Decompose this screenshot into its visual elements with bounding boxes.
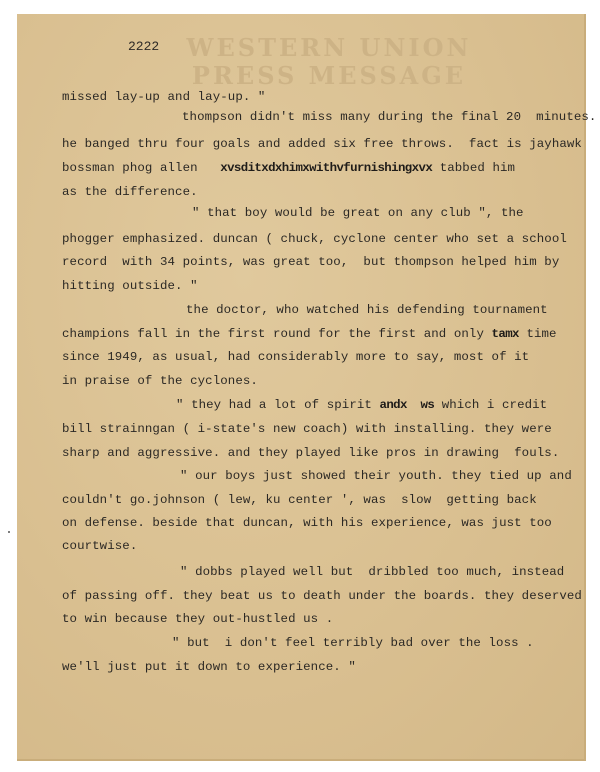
text-line-15: bill strainngan ( i-state's new coach) with installing. they were [62, 422, 552, 436]
text-fragment: bossman phog allen [62, 161, 198, 175]
watermark-line-1: WESTERN UNION [186, 33, 472, 62]
text-line-17: " our boys just showed their youth. they tied up and [180, 469, 572, 483]
text-line-24: " but i don't feel terribly bad over the loss . [172, 636, 534, 650]
text-line-23: to win because they out-hustled us . [62, 612, 334, 626]
text-line-8: record with 34 points, was great too, but thompson helped him by [62, 255, 560, 269]
page-number: 2222 [128, 39, 160, 54]
text-line-6: " that boy would be great on any club ", the [192, 206, 524, 220]
text-line-21: " dobbs played well but dribbled too much, instead [180, 565, 565, 579]
text-line-11 [62, 327, 557, 341]
text-line-19: on defense. beside that duncan, with his experience, was just too [62, 516, 552, 530]
watermark-line-2: PRESS MESSAGE [191, 61, 467, 90]
text-fragment: tabbed him [439, 161, 516, 175]
text-line-3: he banged thru four goals and added six free throws. fact is jayhawk [62, 137, 582, 151]
text-line-25: we'll just put it down to experience. " [62, 660, 356, 674]
text-line-14 [176, 398, 547, 412]
text-line-20: courtwise. [62, 539, 138, 553]
text-line-5: as the difference. [62, 185, 198, 199]
text-line-10: the doctor, who watched his defending tournament [186, 303, 548, 317]
text-line-9: hitting outside. " [62, 279, 198, 293]
struck-out-text: xvsditxdxhimxwithvfurnishingxvx [220, 161, 433, 175]
text-line-18: couldn't go.johnson ( lew, ku center ', was slow getting back [62, 493, 537, 507]
text-line-7: phogger emphasized. duncan ( chuck, cyclone center who set a school [62, 232, 567, 246]
text-line-22: of passing off. they beat us to death under the boards. they deserved [62, 589, 582, 603]
text-fragment: which i credit [441, 398, 548, 412]
text-line-12: since 1949, as usual, had considerably more to say, most of it [62, 350, 530, 364]
text-line-13: in praise of the cyclones. [62, 374, 258, 388]
text-line-4 [62, 161, 515, 175]
text-fragment: champions fall in the first round for the first and only [62, 327, 484, 341]
struck-out-text: tamx [491, 327, 519, 341]
text-line-16: sharp and aggressive. and they played like pros in drawing fouls. [62, 446, 560, 460]
text-line-2: thompson didn't miss many during the final 20 minutes. [182, 110, 597, 124]
paper-speck [8, 531, 10, 533]
struck-out-text: andx ws [379, 398, 435, 412]
western-union-watermark [179, 34, 479, 90]
text-fragment: time [526, 327, 557, 341]
text-fragment: " they had a lot of spirit [176, 398, 372, 412]
text-line-1: missed lay-up and lay-up. " [62, 90, 266, 104]
